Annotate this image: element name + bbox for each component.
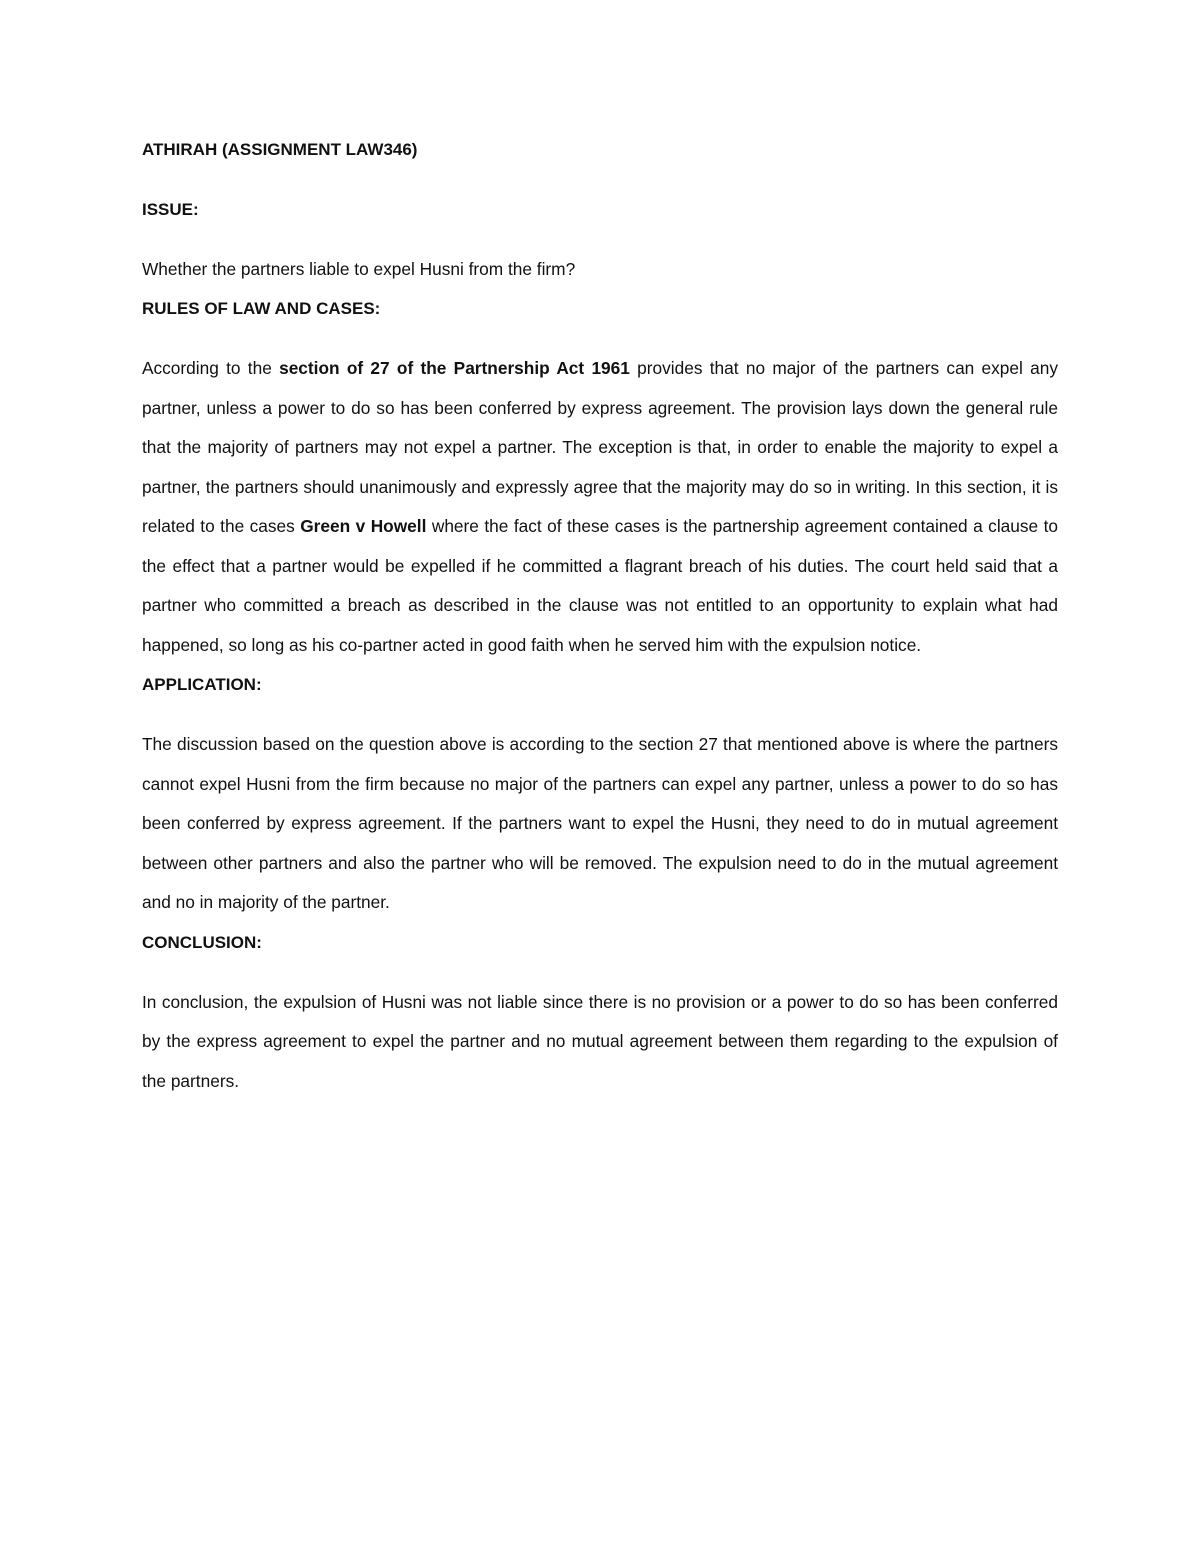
issue-heading: ISSUE: bbox=[142, 200, 199, 219]
case-reference: Green v Howell bbox=[300, 516, 427, 536]
rules-text-part-1: According to the bbox=[142, 358, 280, 378]
conclusion-paragraph: In conclusion, the expulsion of Husni was not liable since there is no provision or a power to do so has been conferred by the express agreement to expel the partner and no mutual agreement between them regarding to the expulsion of the partners. bbox=[142, 991, 1058, 1091]
rules-text-part-2: provides that no major of the partners can expel any partner, unless a power to do so has been conferred by express agreement. The provision lays down the general rule that the majority of partners may not expel a partner. The exception is that, in order to enable the majority to expel a partner, the partners should unanimously and expressly agree that the majority may do so in writing. In this section, it is related to the cases bbox=[142, 358, 1058, 536]
conclusion-heading: CONCLUSION: bbox=[142, 932, 262, 952]
rules-heading: RULES OF LAW AND CASES: bbox=[142, 299, 381, 318]
document-title: ATHIRAH (ASSIGNMENT LAW346) bbox=[142, 140, 418, 159]
application-paragraph: The discussion based on the question above is according to the section 27 that mentioned above is where the partners cannot expel Husni from the firm because no major of the partners can expel any partner, unless a power to do so has been conferred by express agreement. If the partners want to expel the Husni, they need to do in mutual agreement between other partners and also the partner who will be removed. The expulsion need to do in the mutual agreement and no in majority of the partner. bbox=[142, 734, 1058, 912]
rules-text-part-3: where the fact of these cases is the partnership agreement contained a clause to the effect that a partner would be expelled if he committed a flagrant breach of his duties. The court held said that a partner who committed a breach as described in the clause was not entitled to an opportunity to explain what had happened, so long as his co-partner acted in good faith when he served him with the expulsion notice. bbox=[142, 516, 1058, 655]
issue-text: Whether the partners liable to expel Husni from the firm? bbox=[142, 259, 576, 279]
application-heading: APPLICATION: bbox=[142, 675, 262, 694]
rules-paragraph bbox=[142, 349, 1058, 665]
document-page bbox=[142, 130, 1058, 1101]
statute-reference: section of 27 of the Partnership Act 1961 bbox=[279, 358, 630, 378]
